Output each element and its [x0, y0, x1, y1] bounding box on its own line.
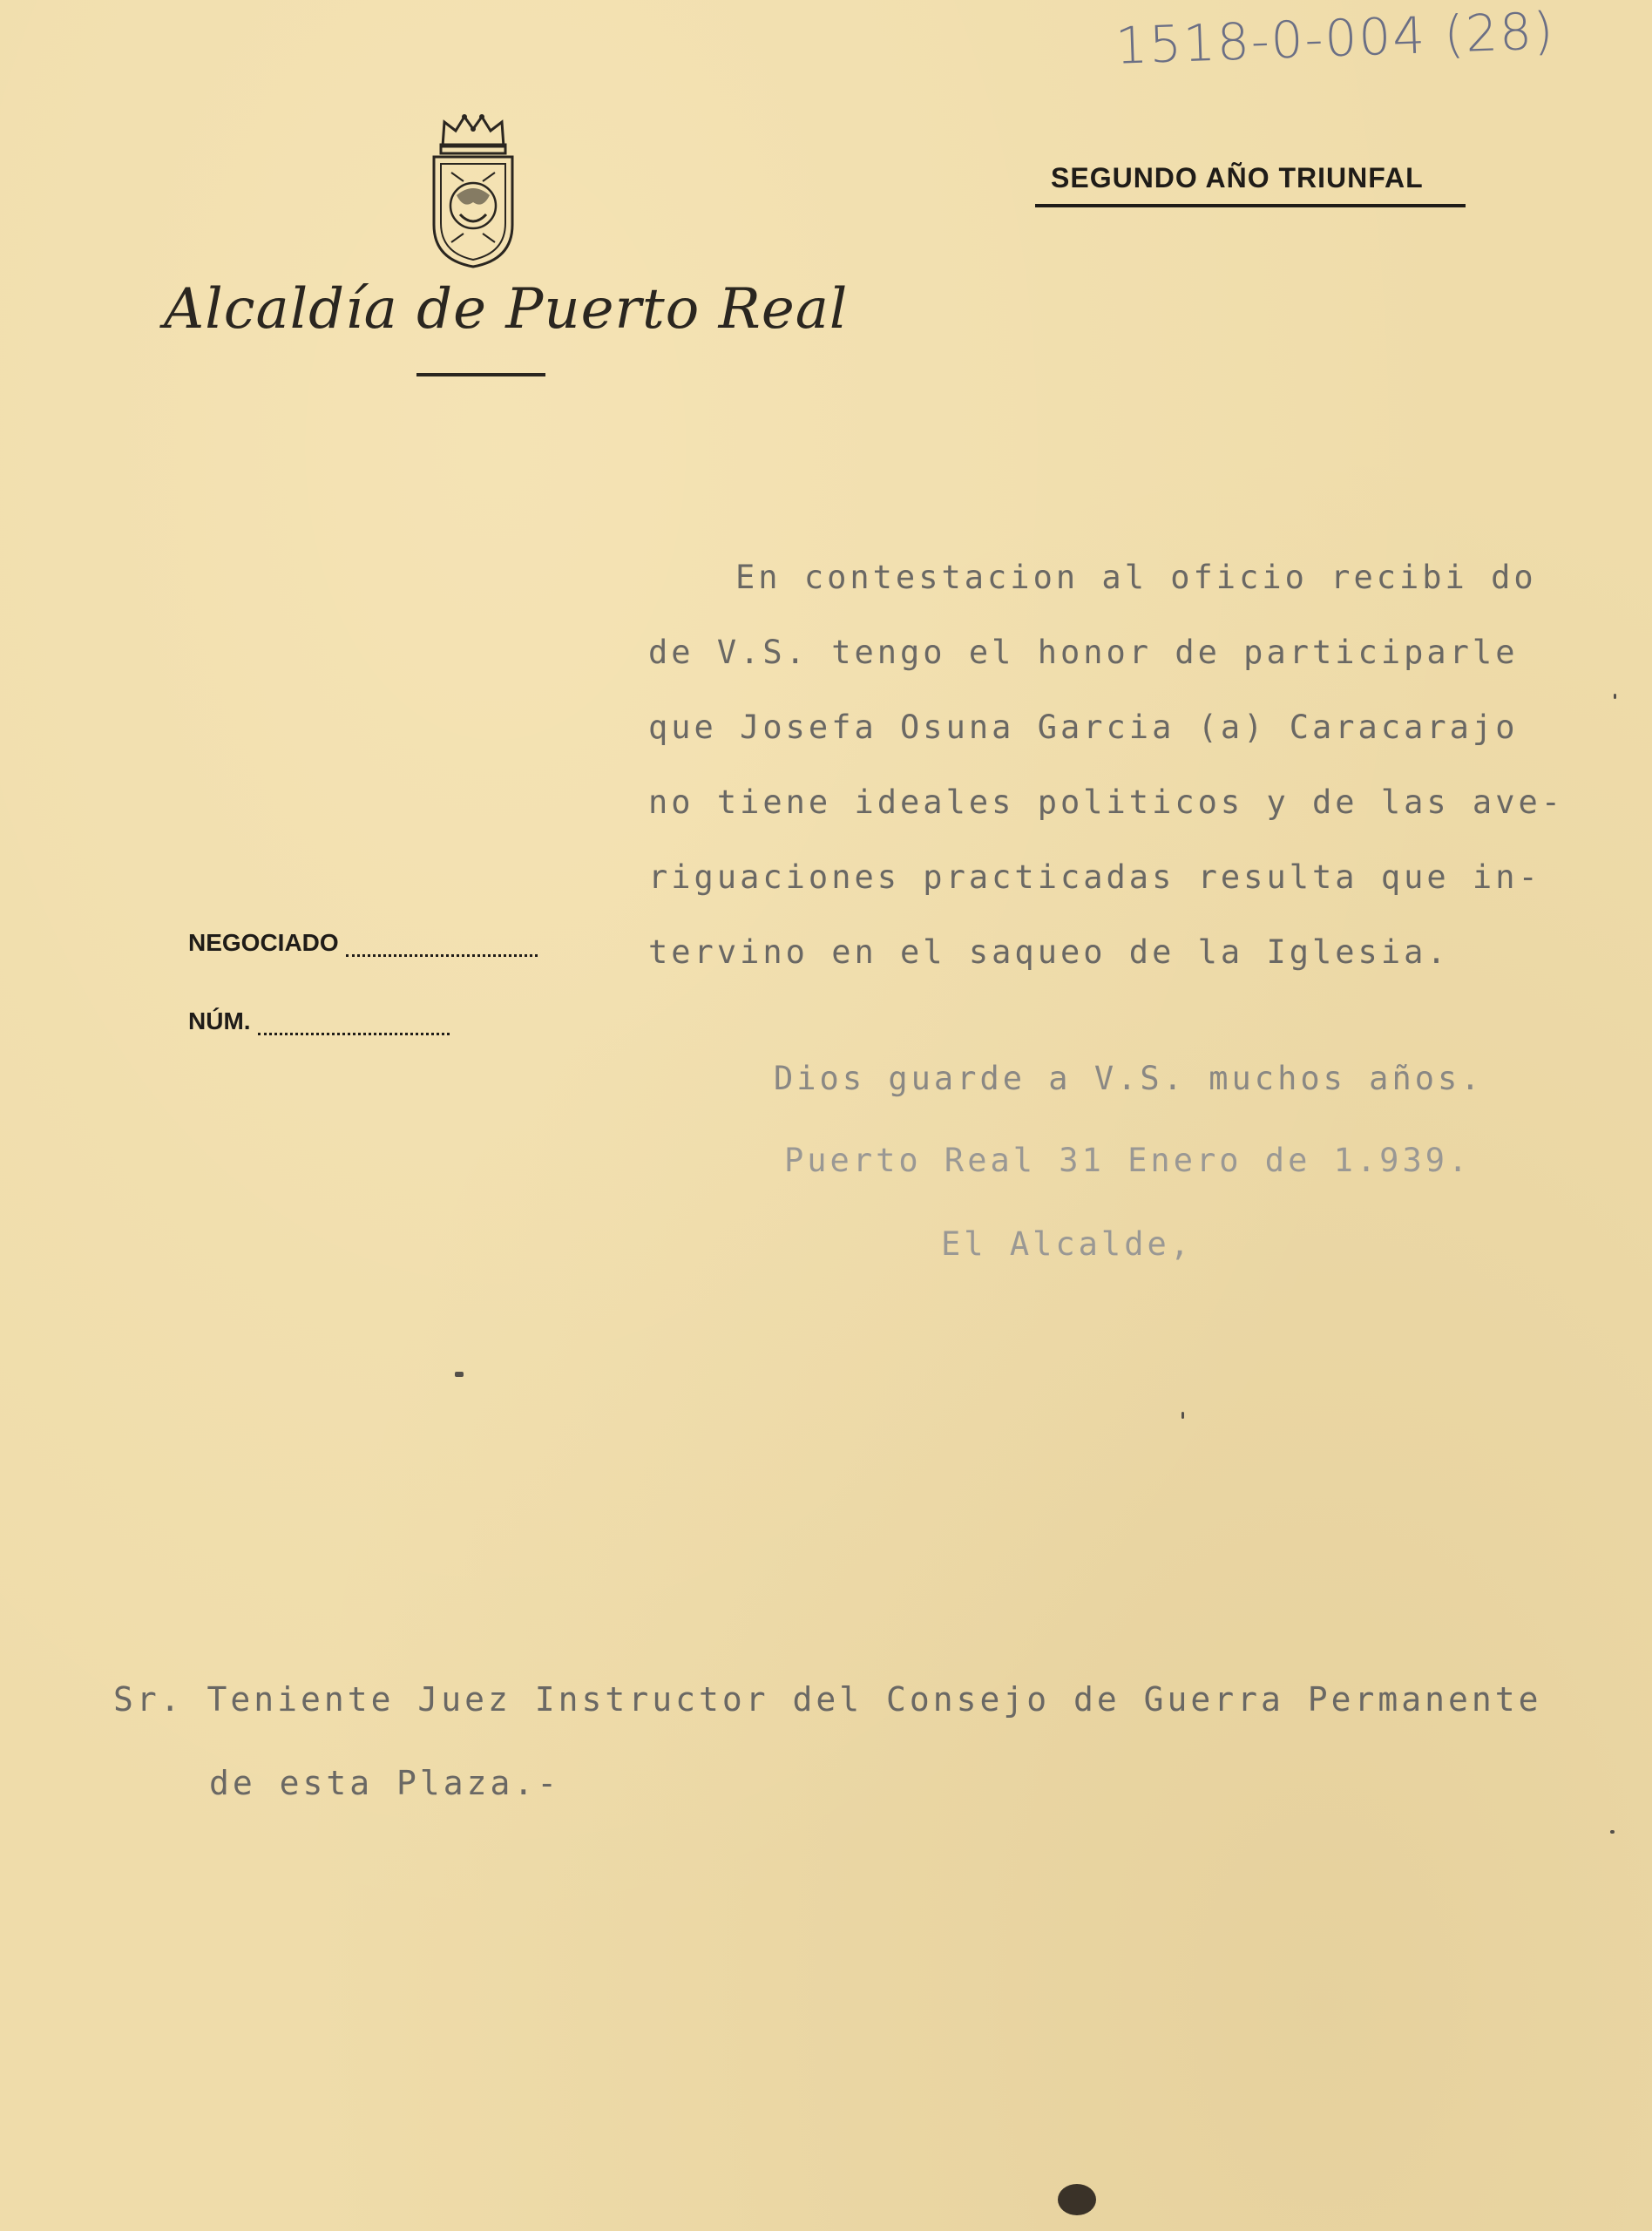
letter-body — [648, 558, 1589, 1007]
paper-speck — [1610, 1830, 1615, 1834]
closing-signatory: El Alcalde, — [941, 1225, 1194, 1263]
num-dotted-line — [258, 1015, 450, 1035]
body-line: de V.S. tengo el honor de participarle — [648, 634, 1519, 671]
letterhead-title: Alcaldía de Puerto Real — [164, 277, 849, 342]
body-line: no tiene ideales politicos y de las ave- — [648, 783, 1565, 821]
recipient-block — [113, 1678, 1542, 1846]
punch-hole — [1058, 2184, 1096, 2215]
paper-speck — [1614, 694, 1616, 699]
num-label: NÚM. — [188, 1007, 251, 1034]
body-line: que Josefa Osuna Garcia (a) Caracarajo — [648, 709, 1519, 746]
recipient-line: de esta Plaza.- — [209, 1764, 561, 1802]
closing-date: Puerto Real 31 Enero de 1.939. — [784, 1142, 1472, 1179]
letterhead-divider — [416, 373, 545, 376]
paper-speck — [455, 1372, 464, 1377]
negociado-field — [188, 929, 538, 957]
header-label: SEGUNDO AÑO TRIUNFAL — [1051, 162, 1424, 193]
paper-speck — [1181, 1412, 1184, 1419]
recipient-line: Sr. Teniente Juez Instructor del Consejo de Guerra Permanente — [113, 1680, 1542, 1719]
body-line: En contestacion al oficio recibi do — [735, 559, 1537, 596]
num-field — [188, 1007, 450, 1035]
coat-of-arms-icon — [425, 112, 521, 268]
closing-greeting: Dios guarde a V.S. muchos años. — [774, 1060, 1484, 1097]
body-line: riguaciones practicadas resulta que in- — [648, 858, 1541, 896]
body-line: tervino en el saqueo de la Iglesia. — [648, 933, 1450, 971]
header-underline — [1035, 204, 1466, 207]
negociado-label: NEGOCIADO — [188, 929, 339, 956]
negociado-dotted-line — [346, 937, 538, 957]
archive-reference: 1518-0-004 (28) — [1114, 1, 1556, 76]
